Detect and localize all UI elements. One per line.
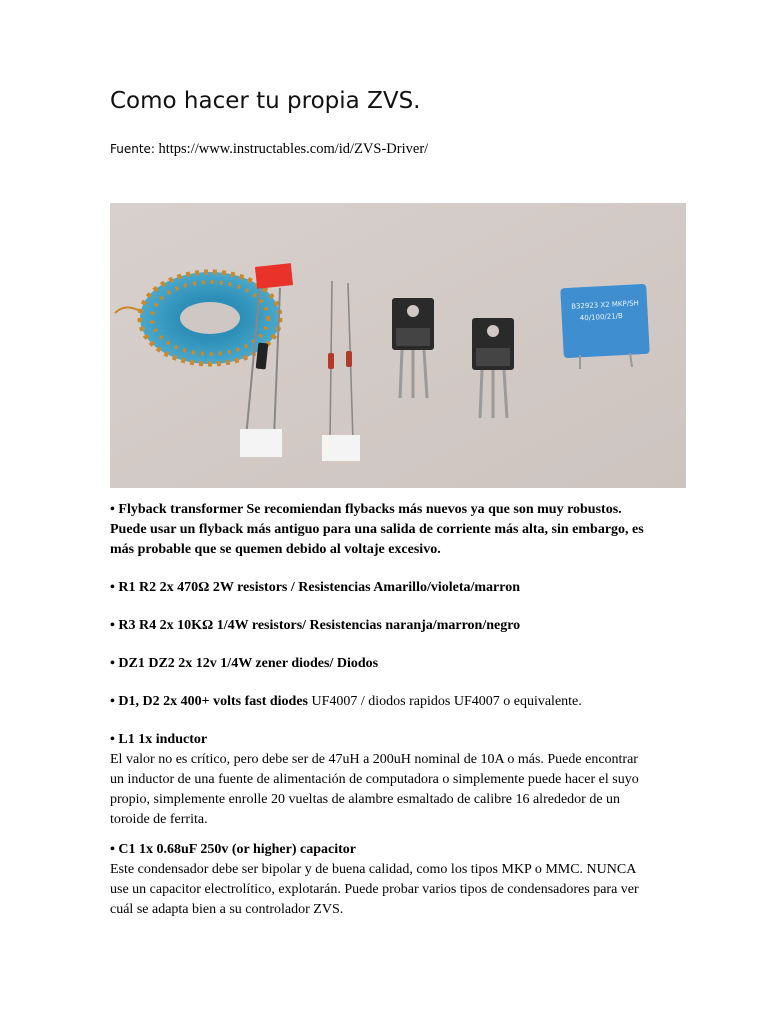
components-photo	[110, 203, 686, 488]
item-description: El valor no es crítico, pero debe ser de 47uH a 200uH nominal de 10A o más. Puede encontrar un inductor de una fuente de alimentación de computadora o simplemente puede hacer el suyo propio, simplemente enrolle 20 vueltas de alambre esmaltado de calibre 16 alrededor de un toroide de ferrita.	[110, 752, 639, 827]
item-heading: • R1 R2 2x 470Ω 2W resistors / Resistencias Amarillo/violeta/marron	[110, 580, 521, 595]
list-item	[110, 616, 650, 636]
list-item	[110, 578, 650, 598]
list-item	[110, 730, 650, 750]
item-heading: • D1, D2 2x 400+ volts fast diodes	[110, 694, 308, 709]
item-heading: • L1 1x inductor	[110, 732, 208, 747]
capacitor-label-line-1: B32923 X2 MKP/SH	[570, 299, 640, 311]
component-list	[110, 500, 650, 920]
list-item	[110, 840, 650, 860]
item-text: UF4007 / diodos rapidos UF4007 o equivalente.	[308, 694, 582, 709]
source-line	[110, 141, 428, 158]
page-title: Como hacer tu propia ZVS.	[110, 88, 421, 114]
item-description: Este condensador debe ser bipolar y de buena calidad, como los tipos MKP o MMC. NUNCA use un capacitor electrolítico, explotarán. Puede probar varios tipos de condensadores para ver cuál se adapta bien a su controlador ZVS.	[110, 862, 639, 917]
item-heading: • DZ1 DZ2 2x 12v 1/4W zener diodes/ Diodos	[110, 656, 379, 671]
item-heading: • Flyback transformer Se recomiendan flybacks más nuevos ya que son muy robustos. Puede usar un flyback más antiguo para una salida de corriente más alta, sin embargo, es más probable que se quemen debido al voltaje excesivo.	[110, 502, 644, 557]
source-url[interactable]: https://www.instructables.com/id/ZVS-Driver/	[158, 141, 429, 157]
list-item	[110, 692, 650, 712]
item-heading: • C1 1x 0.68uF 250v (or higher) capacitor	[110, 842, 356, 857]
list-item	[110, 500, 650, 560]
list-item	[110, 654, 650, 674]
item-heading: • R3 R4 2x 10KΩ 1/4W resistors/ Resistencias naranja/marron/negro	[110, 618, 521, 633]
capacitor-label-line-2: 40/100/21/B	[579, 312, 624, 323]
source-label: Fuente:	[110, 142, 155, 156]
